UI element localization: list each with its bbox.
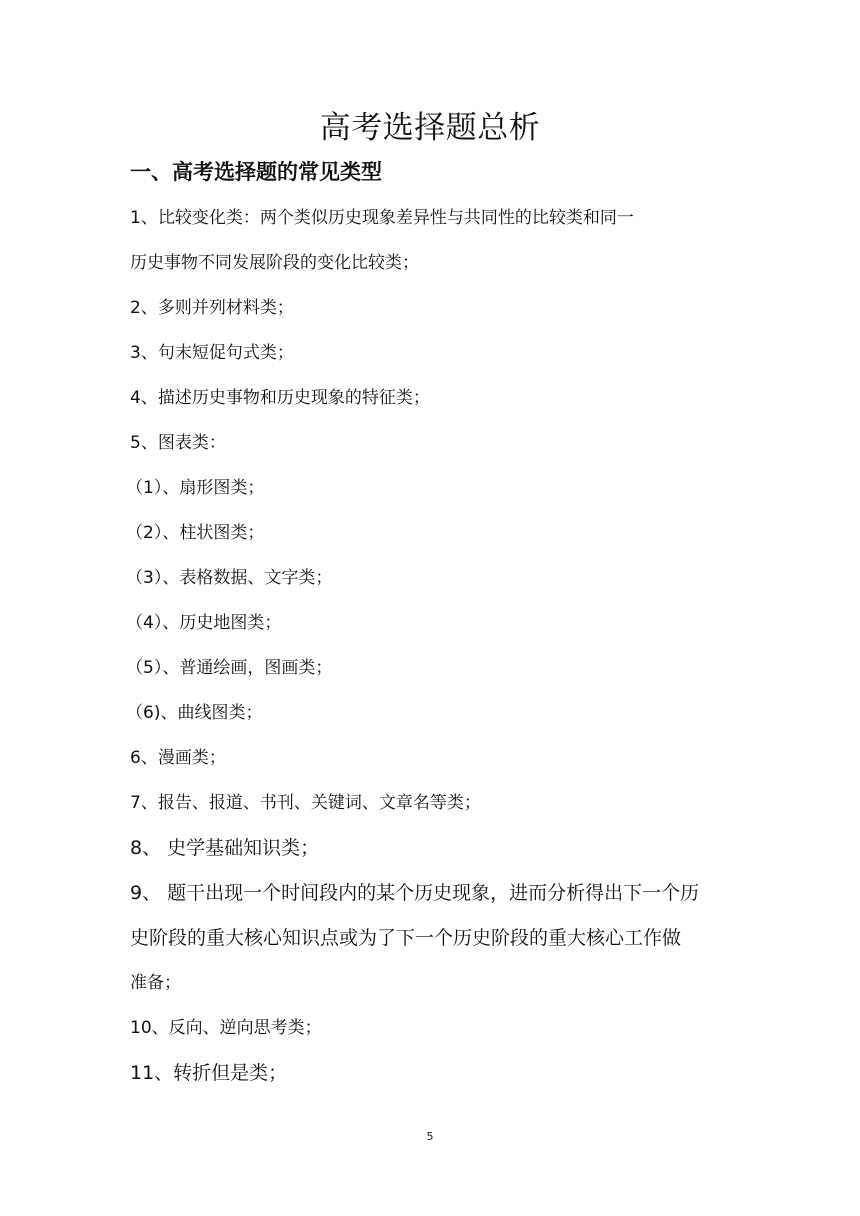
sub-item-2: （2）、柱状图类；	[126, 523, 265, 543]
sub-item-4: （4）、历史地图类；	[126, 613, 282, 633]
body-text	[126, 200, 735, 1100]
sub-item-6: （6)、曲线图类；	[126, 703, 263, 723]
page-number: 5	[426, 1130, 434, 1143]
list-item-6: 6、漫画类；	[130, 748, 226, 768]
list-item-8: 8、 史学基础知识类；	[130, 837, 320, 859]
list-item-4: 4、描述历史事物和历史现象的特征类；	[130, 388, 430, 408]
list-item-9-line-1: 9、 题干出现一个时间段内的某个历史现象，进而分析得出下一个历	[130, 882, 700, 904]
list-item-3: 3、句末短促句式类；	[130, 343, 294, 363]
list-item-5: 5、图表类：	[130, 433, 226, 453]
sub-item-3: （3）、表格数据、文字类；	[126, 568, 333, 588]
list-item-9-line-2: 史阶段的重大核心知识点或为了下一个历史阶段的重大核心工作做	[130, 927, 682, 949]
list-item-9-line-3: 准备；	[130, 973, 181, 993]
list-item-10: 10、反向、逆向思考类；	[130, 1018, 322, 1038]
list-item-7: 7、报告、报道、书刊、关键词、文章名等类；	[130, 793, 481, 813]
page-title: 高考选择题总析	[319, 110, 541, 146]
sub-item-5: （5）、普通绘画，图画类；	[126, 658, 333, 678]
list-item-11: 11、转折但是类；	[130, 1062, 288, 1084]
sub-item-1: （1）、扇形图类；	[126, 478, 265, 498]
list-item-1-line-1: 1、比较变化类：两个类似历史现象差异性与共同性的比较类和同一	[130, 208, 634, 228]
list-item-2: 2、多则并列材料类；	[130, 298, 294, 318]
section-heading: 一、高考选择题的常见类型	[130, 160, 382, 184]
list-item-1-line-2: 历史事物不同发展阶段的变化比较类；	[130, 253, 419, 273]
